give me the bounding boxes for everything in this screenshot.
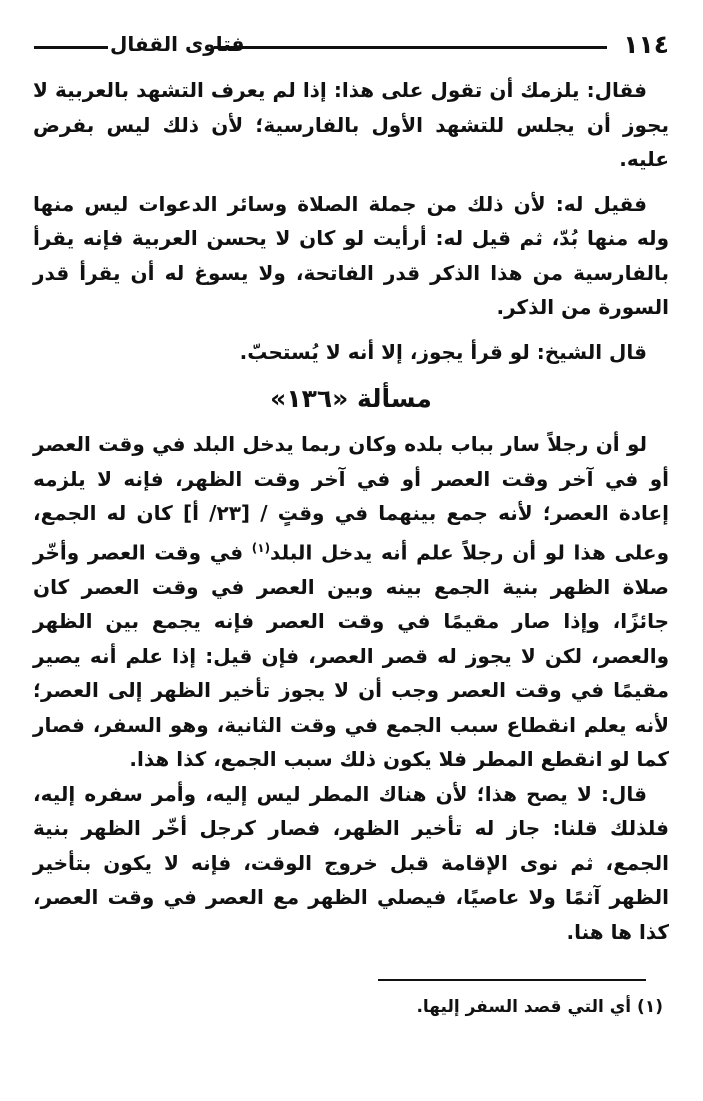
- page-header: [32, 26, 669, 66]
- page-number: ١١٤: [623, 30, 669, 59]
- issue-title: مسألة «١٣٦»: [270, 384, 432, 413]
- body-text: [33, 73, 669, 949]
- paragraph-4-part-b: في وقت العصر وأخّر صلاة الظهر بنية الجمع بينه وبين العصر في وقت العصر كان جائزًا، وإذا صار مقيمًا في وقت العصر فإنه يجمع بين الظهر والعصر، لكن لا يجوز له قصر العصر، فإن قيل: إذا علم أنه يصير مقيمًا في وقت العصر وجب أن لا يجوز تأخير الظهر إلى العصر؛ لأنه يعلم انقطاع سبب الجمع في وقت الثانية، وهو السفر، فصار كما لو انقطع المطر فلا يكون ذلك سبب الجمع، كذا هذا.: [33, 540, 669, 772]
- header-rule-right: [214, 46, 607, 49]
- paragraph-4-part-a: لو أن رجلاً سار بباب بلده وكان ربما يدخل البلد في وقت العصر أو في آخر وقت العصر أو في آخر وقت الظهر، فإنه لا يلزمه إعادة العصر؛ لأنه جمع بينهما في وقتٍ / [٢٣/ أ] كان له الجمع، وعلى هذا لو أن رجلاً علم أنه يدخل البلد: [33, 432, 670, 565]
- footnote-marker[interactable]: (١): [251, 540, 271, 555]
- paragraph-1: فقال: يلزمك أن تقول على هذا: إذا لم يعرف التشهد بالعربية لا يجوز أن يجلس للتشهد الأول بالفارسية؛ لأن ذلك ليس بفرض عليه.: [33, 78, 669, 171]
- paragraph-2: فقيل له: لأن ذلك من جملة الصلاة وسائر الدعوات ليس منها وله منها بُدّ، ثم قيل له: أرأيت لو كان لا يحسن العربية فإنه يقرأ بالفارسية من هذا الذكر قدر الفاتحة، ولا يسوغ له أن يقرأ قدر السورة من الذكر.: [33, 191, 669, 319]
- paragraph-4: [33, 427, 669, 777]
- header-rule-left: [34, 46, 108, 49]
- paragraph-5: قال: لا يصح هذا؛ لأن هناك المطر ليس إليه، وأمر سفره إليه، فلذلك قلنا: جاز له تأخير الظهر، فصار كرجل أخّر الظهر بنية الجمع، ثم نوى الإقامة قبل خروج الوقت، فإنه لا يكون بتأخير الظهر آثمًا ولا عاصيًا، فيصلي الظهر مع العصر في وقت العصر، كذا ها هنا.: [33, 781, 669, 944]
- book-title: فتاوى القفال: [110, 32, 245, 56]
- footnote-divider: [378, 979, 646, 981]
- paragraph-3: قال الشيخ: لو قرأ يجوز، إلا أنه لا يُستحبّ.: [239, 339, 647, 364]
- footnote: (١) أي التي قصد السفر إليها.: [416, 997, 663, 1017]
